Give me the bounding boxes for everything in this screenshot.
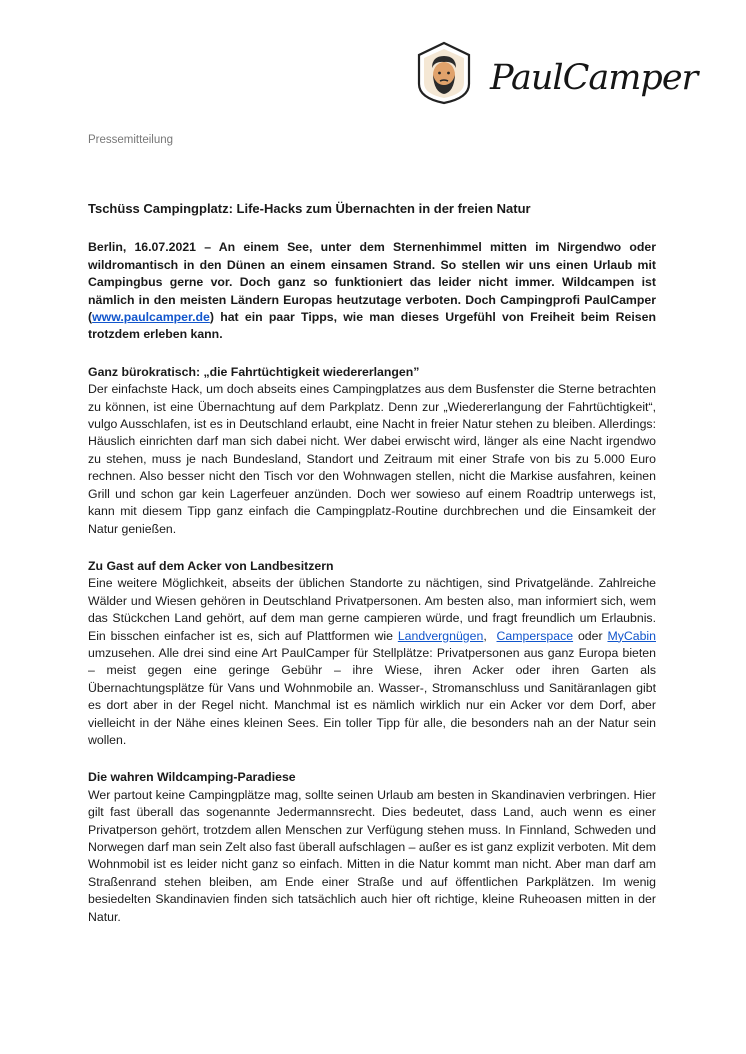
- section-heading: Zu Gast auf dem Acker von Landbesitzern: [88, 558, 334, 573]
- lead-text-end: ) hat ein paar Tipps, wie man dieses Urgefühl von Freiheit beim Reisen trotzdem erleben kann.: [88, 310, 656, 342]
- landvergnuegen-link[interactable]: Landvergnügen: [397, 628, 484, 643]
- section-text: [88, 575, 656, 749]
- section-fahrtuechtigkeit: [88, 364, 656, 538]
- link-separator: oder: [573, 628, 608, 643]
- section-landbesitzer: [88, 558, 656, 749]
- logo-wordmark: PaulCamper: [490, 57, 698, 98]
- document-type-label: Pressemitteilung: [88, 134, 174, 146]
- section-wildcamping-paradiese: [88, 769, 656, 926]
- camperspace-link[interactable]: Camperspace: [496, 628, 574, 643]
- section-heading: Die wahren Wildcamping-Paradiese: [88, 770, 296, 785]
- lead-paragraph: [88, 239, 656, 343]
- paulcamper-website-link[interactable]: www.paulcamper.de: [92, 310, 210, 325]
- section-text: Wer partout keine Campingplätze mag, sollte seinen Urlaub am besten in Skandinavien verbringen. Hier gilt fast überall das sogenannte Jedermannsrecht. Dies bedeutet, dass Land, auch wenn es einer Privatperson gehört, trotzdem allen Menschen zur Verfügung stehen muss. In Finnland, Schweden und Norwegen darf man sein Zelt also fast überall aufschlagen – außer es ist ganz explizit verboten. Mit dem Wohnmobil ist es leider nicht ganz so einfach. Mitten in die Natur kommt man nicht. Aber man darf am Straßenrand stehen bleiben, am Ende einer Straße und auf öffentlichen Parkplätzen. Im wenig besiedelten Skandinavien finden sich tatsächlich auch hier oft richtige, kleine Ruheoasen mitten in der Natur.: [88, 787, 656, 924]
- section-text-end: umzusehen. Alle drei sind eine Art PaulCamper für Stellplätze: Privatpersonen aus ganz Europa bieten – meist gegen eine geringe Gebühr – ihre Wiese, ihren Acker oder ihren Garten als Übernachtungsplätze für Vans und Wohnmobile an. Wasser-, Stromanschluss und Sanitäranlagen gibt es dort aber in der Regel nicht. Manchmal ist es nämlich wirklich nur ein Acker vor dem Dorf, aber vielleicht in der Nähe eines kleinen Sees. Ein toller Tipp für alle, die besonders nah an der Natur sein wollen.: [88, 645, 656, 747]
- bearded-man-badge-icon: [412, 40, 476, 106]
- link-separator: ,: [483, 628, 497, 643]
- paulcamper-logo: [412, 40, 697, 106]
- lead-text: Berlin, 16.07.2021 – An einem See, unter dem Sternenhimmel mitten im Nirgendwo oder wildromantisch in den Dünen an einem einsamen Strand. So stellen wir uns einen Urlaub mit Campingbus gerne vor. Doch ganz so funktioniert das leider nicht immer. Wildcampen ist nämlich in den meisten Ländern Europas heutzutage verboten. Doch Campingprofi PaulCamper (: [88, 240, 656, 325]
- press-release-title: Tschüss Campingplatz: Life-Hacks zum Übernachten in der freien Natur: [88, 201, 531, 216]
- section-text: Der einfachste Hack, um doch abseits eines Campingplatzes aus dem Busfenster die Sterne betrachten zu können, ist eine Übernachtung auf dem Parkplatz. Denn zur „Wiedererlangung der Fahrtüchtigkeit“, vulgo Ausschlafen, ist es in Deutschland erlaubt, eine Nacht in freier Natur stehen zu bleiben. Allerdings: Häuslich einrichten darf man sich dabei nicht. Wer dabei erwischt wird, länger als eine Nacht irgendwo zu stehen, muss je nach Bundesland, Standort und Zeitraum mit einer Strafe von bis zu 5.000 Euro rechnen. Also besser nicht den Tisch vor den Wohnwagen stellen, nicht die Markise ausfahren, keinen Grill und schon gar kein Lagerfeuer anzünden. Doch wer sowieso auf einem Roadtrip unterwegs ist, kann mit diesem Tipp ganz einfach die Campingplatz-Routine durchbrechen und die Einsamkeit der Natur genießen.: [88, 382, 656, 536]
- press-release-body: [88, 200, 656, 946]
- section-heading: Ganz bürokratisch: „die Fahrtüchtigkeit wiedererlangen”: [88, 364, 420, 379]
- section-text-start: Eine weitere Möglichkeit, abseits der üblichen Standorte zu nächtigen, sind Privatgelände. Zahlreiche Wälder und Wiesen gehören in Deutschland Privatpersonen. Am besten also, man informiert sich, wem das Stückchen Land gehört, auf dem man gerne campieren würde, und fragt freundlich um Erlaubnis. Ein bisschen einfacher ist es, sich auf Plattformen wie: [88, 576, 656, 643]
- mycabin-link[interactable]: MyCabin: [607, 628, 656, 643]
